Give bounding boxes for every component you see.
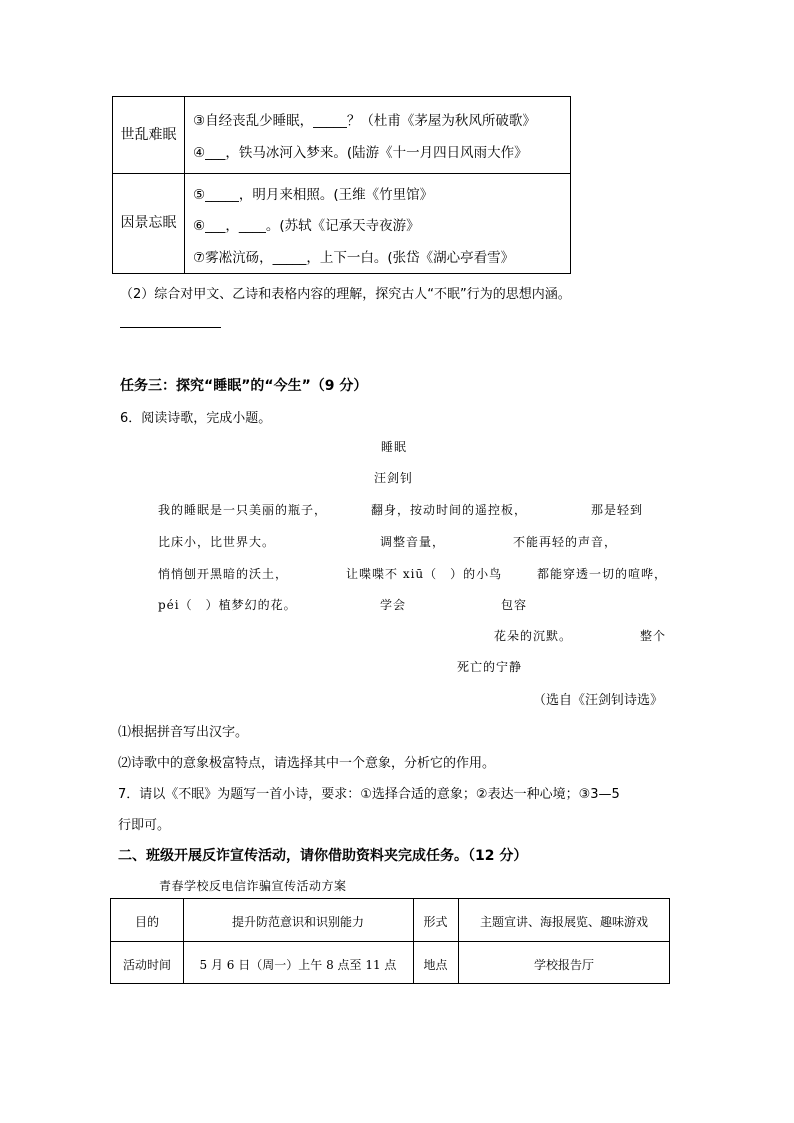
poem-line: 学会 <box>380 598 407 612</box>
poem-quote-table <box>112 96 571 274</box>
task3-heading: 任务三：探究“睡眠”的“今生”（9 分） <box>120 378 368 394</box>
poem-title: 睡眠 <box>381 440 408 454</box>
poem-line: 花朵的沉默。 <box>494 629 573 643</box>
table-cell: 形式 <box>423 915 448 929</box>
sub-question-1: ⑴根据拼音写出汉字。 <box>118 725 249 740</box>
poem-line: 翻身，按动时间的遥控板， <box>371 503 528 517</box>
poem-line: 死亡的宁静 <box>457 660 523 674</box>
activity-plan-table <box>110 898 670 984</box>
question-7-cont: 行即可。 <box>118 818 171 833</box>
table-cell: 主题宣讲、海报展览、趣味游戏 <box>479 915 648 929</box>
table-cell: 目的 <box>134 915 159 929</box>
quote-line: ⑥___，____。(苏轼《记承天寺夜游》 <box>193 218 420 234</box>
poem-line: 包容 <box>501 598 528 612</box>
poem-line: 那是轻到 <box>591 503 644 517</box>
poem-author: 汪剑钊 <box>374 471 414 485</box>
table-cell: 学校报告厅 <box>533 958 594 972</box>
table-divider <box>184 97 185 273</box>
quote-line: ③自经丧乱少睡眠，_____？（杜甫《茅屋为秋风所破歌》 <box>193 113 536 129</box>
question-7: 7．请以《不眠》为题写一首小诗，要求：①选择合适的意象；②表达一种心境；③3—5 <box>118 787 620 802</box>
sub-question-2: ⑵诗歌中的意象极富特点，请选择其中一个意象，分析它的作用。 <box>118 756 496 771</box>
answer-line <box>120 327 221 328</box>
plan-title: 青春学校反电信诈骗宣传活动方案 <box>159 879 347 893</box>
poem-line: 整个 <box>640 629 667 643</box>
table-divider <box>111 941 669 942</box>
quote-line: ⑤_____，明月来相照。(王维《竹里馆》 <box>193 187 434 203</box>
poem-line: péi（ ）植梦幻的花。 <box>158 598 297 612</box>
poem-line: 不能再轻的声音， <box>513 535 618 549</box>
quote-line: ⑦雾凇沆砀，_____，上下一白。(张岱《湖心亭看雪》 <box>193 250 515 266</box>
poem-source: （选自《汪剑钊诗选》 <box>533 693 664 708</box>
question-6: 6．阅读诗歌，完成小题。 <box>120 411 272 426</box>
table-cell: 提升防范意识和识别能力 <box>231 915 364 929</box>
poem-line: 我的睡眠是一只美丽的瓶子， <box>158 503 328 517</box>
poem-line: 让喋喋不 xiū（ ）的小鸟 <box>346 567 503 581</box>
category-cell: 世乱难眠 <box>120 127 177 143</box>
table-cell: 活动时间 <box>122 958 171 972</box>
poem-line: 悄悄刨开黑暗的沃土， <box>158 567 289 581</box>
table-cell: 地点 <box>423 958 448 972</box>
poem-line: 都能穿透一切的喧哗， <box>537 567 668 581</box>
category-cell: 因景忘眠 <box>120 215 177 231</box>
table-cell: 5 月 6 日（周一）上午 8 点至 11 点 <box>199 958 397 972</box>
poem-line: 比床小，比世界大。 <box>158 535 276 549</box>
question-2: （2）综合对甲文、乙诗和表格内容的理解，探究古人“不眠”行为的思想内涵。 <box>120 287 571 302</box>
table-divider <box>113 173 570 174</box>
quote-line: ④___，铁马冰河入梦来。(陆游《十一月四日风雨大作》 <box>193 145 528 161</box>
section-2-heading: 二、班级开展反诈宣传活动，请你借助资料夹完成任务。（12 分） <box>118 848 528 864</box>
poem-line: 调整音量， <box>380 535 446 549</box>
